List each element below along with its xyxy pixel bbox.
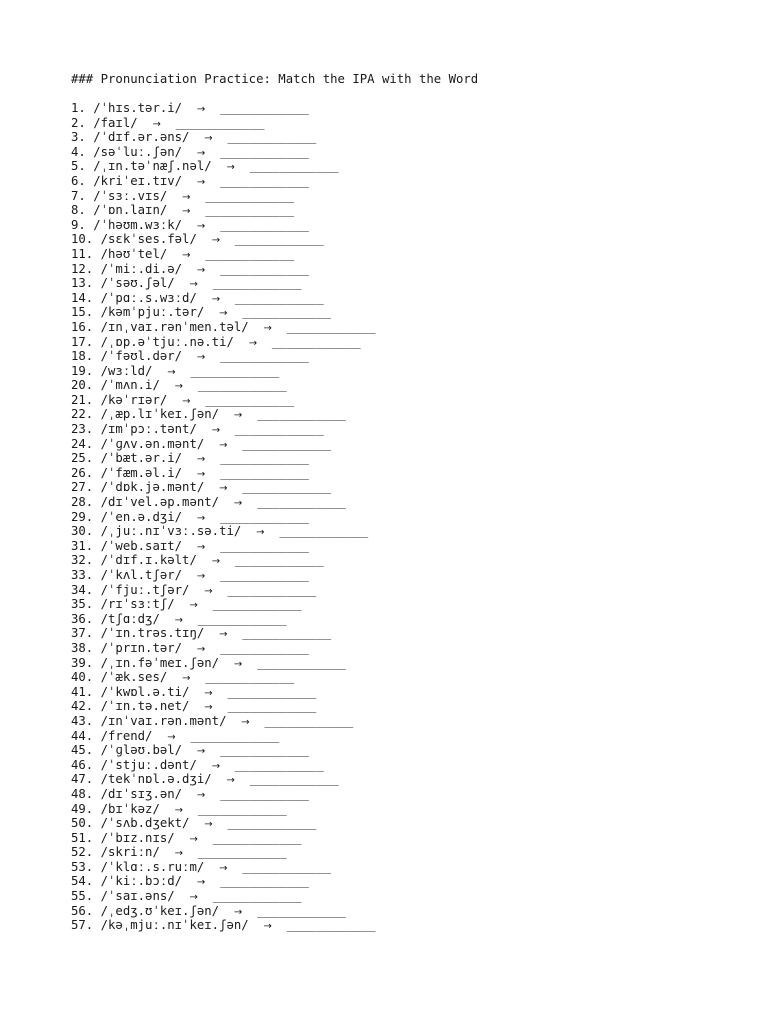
arrow-icon: → — [196, 468, 206, 480]
exercise-item — [71, 539, 731, 554]
item-number: 14. — [71, 290, 94, 305]
item-number: 50. — [71, 816, 94, 831]
ipa-transcription: /rɪˈsɜːtʃ/ — [100, 597, 175, 612]
item-number: 47. — [71, 772, 94, 787]
arrow-icon: → — [204, 819, 213, 831]
arrow-icon: → — [196, 643, 206, 655]
ipa-transcription: /ˈsaɪ.əns/ — [100, 889, 175, 904]
arrow-icon: → — [152, 118, 161, 130]
arrow-icon: → — [263, 921, 272, 933]
exercise-item — [71, 729, 731, 744]
ipa-transcription: /sɛkˈses.fəl/ — [100, 232, 197, 247]
exercise-item — [71, 553, 731, 568]
item-number: 51. — [71, 830, 94, 845]
ipa-transcription: /dɪˈsɪʒ.ən/ — [100, 786, 183, 801]
exercise-item — [71, 116, 731, 131]
answer-blank[interactable]: ____________ — [212, 889, 302, 904]
item-number: 12. — [71, 261, 94, 276]
answer-blank[interactable]: ____________ — [220, 568, 309, 582]
ipa-transcription: /ˈdɒk.jə.mənt/ — [100, 480, 205, 495]
exercise-item — [71, 874, 731, 889]
item-number: 13. — [71, 276, 94, 291]
item-number: 56. — [71, 903, 94, 918]
item-number: 42. — [71, 699, 94, 714]
exercise-item — [71, 626, 731, 641]
exercise-item — [71, 451, 731, 466]
exercise-item — [71, 714, 731, 729]
ipa-transcription: /ˈkwɒl.ə.ti/ — [100, 684, 190, 699]
item-number: 52. — [71, 845, 94, 860]
item-number: 44. — [71, 728, 94, 743]
arrow-icon: → — [196, 220, 206, 232]
exercise-item — [71, 918, 731, 933]
arrow-icon: → — [196, 104, 206, 115]
ipa-transcription: /ˈæk.ses/ — [100, 670, 168, 685]
answer-blank[interactable]: ____________ — [220, 743, 309, 758]
ipa-transcription: /ˌɪn.təˈnæʃ.nəl/ — [93, 159, 212, 174]
item-number: 16. — [71, 319, 94, 334]
answer-blank[interactable]: ____________ — [220, 509, 309, 524]
exercise-item — [71, 685, 731, 700]
answer-blank[interactable]: ____________ — [227, 816, 317, 831]
item-number: 49. — [71, 801, 94, 816]
exercise-item — [71, 583, 731, 598]
answer-blank[interactable]: ____________ — [220, 217, 309, 232]
ipa-transcription: /ˈɡʌv.ən.mənt/ — [100, 436, 205, 451]
arrow-icon: → — [263, 322, 272, 334]
answer-blank[interactable]: ____________ — [242, 436, 332, 451]
worksheet — [71, 71, 731, 933]
ipa-transcription: /ɪmˈpɔː.tənt/ — [100, 422, 197, 437]
item-number: 7. — [71, 188, 86, 203]
ipa-transcription: /ˈfæm.əl.i/ — [100, 465, 183, 480]
exercise-item — [71, 364, 731, 379]
arrow-icon: → — [189, 892, 198, 904]
arrow-icon: → — [182, 249, 191, 261]
ipa-transcription: /kəˈrɪər/ — [100, 392, 168, 407]
exercise-item — [71, 218, 731, 233]
ipa-transcription: /ɪnˈvaɪ.rən.mənt/ — [100, 713, 227, 728]
arrow-icon: → — [219, 862, 228, 874]
item-number: 35. — [71, 597, 94, 612]
arrow-icon: → — [182, 206, 191, 218]
item-number: 15. — [71, 305, 94, 320]
exercise-item — [71, 802, 731, 817]
item-number: 25. — [71, 451, 94, 466]
arrow-icon: → — [196, 147, 206, 159]
answer-blank[interactable]: ____________ — [220, 101, 309, 115]
ipa-transcription: /ˈbɪz.nɪs/ — [100, 830, 175, 845]
item-number: 55. — [71, 889, 94, 904]
ipa-transcription: /ˈsʌb.dʒekt/ — [100, 816, 190, 831]
item-number: 26. — [71, 465, 94, 480]
answer-blank[interactable]: ____________ — [249, 772, 339, 787]
exercise-item — [71, 232, 731, 247]
ipa-transcription: /ˈweb.saɪt/ — [100, 538, 183, 553]
item-number: 28. — [71, 495, 94, 510]
arrow-icon: → — [204, 133, 213, 145]
exercise-item — [71, 670, 731, 685]
arrow-icon: → — [219, 629, 228, 641]
item-number: 53. — [71, 859, 94, 874]
exercise-item — [71, 130, 731, 145]
exercise-item — [71, 407, 731, 422]
arrow-icon: → — [204, 702, 213, 714]
ipa-transcription: /ˈɒn.laɪn/ — [93, 203, 168, 218]
item-number: 17. — [71, 334, 94, 349]
answer-blank[interactable]: ____________ — [257, 903, 346, 918]
answer-blank[interactable]: ____________ — [190, 728, 280, 743]
answer-blank[interactable]: ____________ — [271, 334, 361, 349]
answer-blank[interactable]: ____________ — [212, 830, 302, 845]
arrow-icon: → — [167, 366, 176, 378]
exercise-item — [71, 495, 731, 510]
answer-blank[interactable]: ____________ — [257, 655, 346, 670]
item-number: 32. — [71, 553, 94, 568]
ipa-transcription: /frend/ — [100, 728, 153, 743]
exercise-item — [71, 159, 731, 174]
item-number: 31. — [71, 538, 94, 553]
exercise-item — [71, 904, 731, 919]
exercise-item — [71, 320, 731, 335]
item-number: 20. — [71, 378, 94, 393]
exercise-item — [71, 393, 731, 408]
ipa-transcription: /həʊˈtel/ — [100, 246, 168, 261]
item-number: 38. — [71, 640, 94, 655]
ipa-transcription: /ˈkiː.bɔːd/ — [100, 874, 183, 889]
answer-blank[interactable]: ____________ — [220, 144, 309, 159]
ipa-transcription: /ˌæp.lɪˈkeɪ.ʃən/ — [100, 407, 220, 422]
item-number: 5. — [71, 159, 86, 174]
answer-blank[interactable]: ____________ — [242, 305, 332, 320]
arrow-icon: → — [182, 673, 191, 685]
exercise-item — [71, 378, 731, 393]
arrow-icon: → — [219, 439, 228, 451]
arrow-icon: → — [174, 381, 184, 393]
ipa-transcription: /ˈɡləʊ.bəl/ — [100, 743, 183, 758]
answer-blank[interactable]: ____________ — [205, 203, 295, 218]
ipa-transcription: /bɪˈkəz/ — [100, 801, 160, 816]
answer-blank[interactable]: ____________ — [197, 611, 287, 626]
exercise-item — [71, 291, 731, 306]
exercise-item — [71, 335, 731, 350]
exercise-item — [71, 466, 731, 481]
ipa-transcription: /ˌjuː.nɪˈvɜː.sə.ti/ — [100, 524, 242, 539]
ipa-transcription: /səˈluː.ʃən/ — [93, 144, 183, 159]
answer-blank[interactable]: ____________ — [205, 246, 295, 261]
ipa-transcription: /dɪˈvel.əp.mənt/ — [100, 495, 220, 510]
answer-blank[interactable]: ____________ — [227, 699, 317, 714]
exercise-item — [71, 524, 731, 539]
exercise-item — [71, 276, 731, 291]
arrow-icon: → — [233, 906, 243, 918]
ipa-transcription: /ˈsɜː.vɪs/ — [93, 188, 168, 203]
ipa-transcription: /ˈfjuː.tʃər/ — [100, 582, 190, 597]
answer-blank[interactable]: ____________ — [205, 670, 295, 685]
arrow-icon: → — [182, 191, 191, 203]
answer-blank[interactable]: ____________ — [190, 363, 280, 378]
exercise-item — [71, 860, 731, 875]
item-number: 57. — [71, 918, 94, 933]
exercise-item — [71, 145, 731, 160]
item-number: 45. — [71, 743, 94, 758]
exercise-item — [71, 612, 731, 627]
answer-blank[interactable]: ____________ — [249, 159, 339, 174]
arrow-icon: → — [204, 687, 213, 699]
arrow-icon: → — [233, 410, 243, 422]
exercise-item — [71, 203, 731, 218]
item-number: 40. — [71, 670, 94, 685]
item-number: 41. — [71, 684, 94, 699]
arrow-icon: → — [196, 746, 206, 758]
item-number: 23. — [71, 422, 94, 437]
arrow-icon: → — [211, 760, 221, 772]
answer-blank[interactable]: ____________ — [242, 480, 332, 495]
arrow-icon: → — [211, 556, 221, 568]
exercise-item — [71, 305, 731, 320]
answer-blank[interactable]: ____________ — [220, 786, 309, 801]
item-number: 9. — [71, 217, 86, 232]
arrow-icon: → — [219, 308, 228, 320]
item-number: 4. — [71, 144, 86, 159]
worksheet-heading: ### Pronunciation Practice: Match the IPA with the Word — [71, 72, 479, 86]
arrow-icon: → — [174, 614, 184, 626]
ipa-transcription: /ˈpɑː.s.wɜːd/ — [100, 290, 197, 305]
answer-blank[interactable]: ____________ — [286, 918, 376, 933]
ipa-transcription: /ˈmʌn.i/ — [100, 378, 160, 393]
ipa-transcription: /ˈmiː.di.ə/ — [100, 261, 183, 276]
exercise-item — [71, 101, 731, 116]
arrow-icon: → — [196, 454, 206, 466]
answer-blank[interactable]: ____________ — [220, 261, 309, 276]
exercise-item — [71, 510, 731, 525]
exercise-list — [71, 101, 731, 933]
item-number: 30. — [71, 524, 94, 539]
exercise-item — [71, 831, 731, 846]
exercise-item — [71, 437, 731, 452]
exercise-item — [71, 597, 731, 612]
ipa-transcription: /ˈhɪs.tər.i/ — [93, 101, 183, 115]
ipa-transcription: /ˌɒp.əˈtjuː.nə.ti/ — [100, 334, 234, 349]
arrow-icon: → — [174, 804, 184, 816]
exercise-item — [71, 480, 731, 495]
item-number: 8. — [71, 203, 86, 218]
answer-blank[interactable]: ____________ — [279, 524, 369, 539]
exercise-item — [71, 758, 731, 773]
arrow-icon: → — [196, 877, 206, 889]
arrow-icon: → — [241, 716, 250, 728]
answer-blank[interactable]: ____________ — [234, 422, 324, 437]
answer-blank[interactable]: ____________ — [220, 538, 309, 553]
arrow-icon: → — [248, 337, 258, 349]
item-number: 10. — [71, 232, 94, 247]
arrow-icon: → — [226, 775, 235, 787]
answer-blank[interactable]: ____________ — [197, 845, 287, 860]
ipa-transcription: /kəˌmjuː.nɪˈkeɪ.ʃən/ — [100, 918, 249, 933]
answer-blank[interactable]: ____________ — [220, 465, 309, 480]
ipa-transcription: /faɪl/ — [93, 115, 138, 130]
answer-blank[interactable]: ____________ — [220, 640, 309, 655]
arrow-icon: → — [219, 483, 228, 495]
answer-blank[interactable]: ____________ — [220, 451, 309, 466]
item-number: 21. — [71, 392, 94, 407]
item-number: 43. — [71, 713, 94, 728]
ipa-transcription: /ˈdɪf.ɪ.kəlt/ — [100, 553, 197, 568]
item-number: 2. — [71, 115, 86, 130]
arrow-icon: → — [226, 162, 235, 174]
exercise-item — [71, 845, 731, 860]
item-number: 36. — [71, 611, 94, 626]
exercise-item — [71, 816, 731, 831]
ipa-transcription: /ˈsəʊ.ʃəl/ — [100, 276, 175, 291]
arrow-icon: → — [211, 293, 221, 305]
exercise-item — [71, 787, 731, 802]
exercise-item — [71, 772, 731, 787]
ipa-transcription: /ˈhəʊm.wɜːk/ — [93, 217, 183, 232]
exercise-item — [71, 422, 731, 437]
item-number: 18. — [71, 349, 94, 364]
ipa-transcription: /ˈɪn.trəs.tɪŋ/ — [100, 626, 205, 641]
ipa-transcription: /ˈdɪf.ər.əns/ — [93, 130, 190, 145]
item-number: 33. — [71, 568, 94, 582]
arrow-icon: → — [196, 512, 206, 524]
answer-blank[interactable]: ____________ — [220, 349, 309, 364]
item-number: 29. — [71, 509, 94, 524]
ipa-transcription: /tʃɑːdʒ/ — [100, 611, 160, 626]
item-number: 34. — [71, 582, 94, 597]
answer-blank[interactable]: ____________ — [242, 626, 332, 641]
item-number: 11. — [71, 246, 94, 261]
exercise-item — [71, 641, 731, 656]
ipa-transcription: /ˈfəʊl.dər/ — [100, 349, 183, 364]
arrow-icon: → — [196, 352, 206, 364]
answer-blank[interactable]: ____________ — [227, 582, 317, 597]
item-number: 48. — [71, 786, 94, 801]
ipa-transcription: /ˈprɪn.tər/ — [100, 640, 183, 655]
ipa-transcription: /kriˈeɪ.tɪv/ — [93, 173, 183, 188]
answer-blank[interactable]: ____________ — [257, 407, 346, 422]
answer-blank[interactable]: ____________ — [212, 276, 302, 291]
arrow-icon: → — [189, 279, 198, 291]
arrow-icon: → — [174, 848, 184, 860]
answer-blank[interactable]: ____________ — [220, 173, 309, 188]
ipa-transcription: /skriːn/ — [100, 845, 160, 860]
ipa-transcription: /ˈbæt.ər.i/ — [100, 451, 183, 466]
answer-blank[interactable]: ____________ — [227, 130, 317, 145]
answer-blank[interactable]: ____________ — [234, 232, 324, 247]
arrow-icon: → — [167, 731, 176, 743]
item-number: 22. — [71, 407, 94, 422]
exercise-item — [71, 189, 731, 204]
arrow-icon: → — [211, 235, 221, 247]
arrow-icon: → — [196, 571, 206, 582]
exercise-item — [71, 743, 731, 758]
ipa-transcription: /ˈkʌl.tʃər/ — [100, 568, 183, 582]
item-number: 19. — [71, 363, 94, 378]
ipa-transcription: /ˌɪn.fəˈmeɪ.ʃən/ — [100, 655, 220, 670]
exercise-item — [71, 699, 731, 714]
arrow-icon: → — [189, 833, 198, 845]
exercise-item — [71, 262, 731, 277]
item-number: 3. — [71, 130, 86, 145]
item-number: 24. — [71, 436, 94, 451]
answer-blank[interactable]: ____________ — [205, 392, 295, 407]
answer-blank[interactable]: ____________ — [264, 713, 354, 728]
answer-blank[interactable]: ____________ — [257, 495, 346, 510]
exercise-item — [71, 568, 731, 583]
answer-blank[interactable]: ____________ — [212, 597, 302, 612]
exercise-item — [71, 889, 731, 904]
arrow-icon: → — [211, 425, 221, 437]
answer-blank[interactable]: ____________ — [234, 553, 324, 568]
answer-blank[interactable]: ____________ — [242, 859, 332, 874]
item-number: 6. — [71, 173, 86, 188]
answer-blank[interactable]: ____________ — [175, 115, 265, 130]
arrow-icon: → — [233, 498, 243, 510]
answer-blank[interactable]: ____________ — [197, 378, 287, 393]
ipa-transcription: /ˈen.ə.dʒi/ — [100, 509, 183, 524]
arrow-icon: → — [189, 600, 198, 612]
answer-blank[interactable]: ____________ — [220, 874, 309, 889]
ipa-transcription: /kəmˈpjuː.tər/ — [100, 305, 205, 320]
answer-blank[interactable]: ____________ — [205, 188, 295, 203]
answer-blank[interactable]: ____________ — [234, 757, 324, 772]
answer-blank[interactable]: ____________ — [234, 290, 324, 305]
item-number: 39. — [71, 655, 94, 670]
answer-blank[interactable]: ____________ — [286, 319, 376, 334]
ipa-transcription: /ˈklɑː.s.ruːm/ — [100, 859, 205, 874]
arrow-icon: → — [204, 585, 213, 597]
item-number: 1. — [71, 101, 86, 115]
ipa-transcription: /ˈɪn.tə.net/ — [100, 699, 190, 714]
exercise-item — [71, 349, 731, 364]
answer-blank[interactable]: ____________ — [227, 684, 317, 699]
ipa-transcription: /ɪnˌvaɪ.rənˈmen.təl/ — [100, 319, 249, 334]
exercise-item — [71, 174, 731, 189]
answer-blank[interactable]: ____________ — [197, 801, 287, 816]
exercise-item — [71, 656, 731, 671]
arrow-icon: → — [196, 541, 206, 553]
ipa-transcription: /ˈstjuː.dənt/ — [100, 757, 197, 772]
item-number: 37. — [71, 626, 94, 641]
ipa-transcription: /wɜːld/ — [100, 363, 153, 378]
ipa-transcription: /ˌedʒ.ʊˈkeɪ.ʃən/ — [100, 903, 220, 918]
item-number: 54. — [71, 874, 94, 889]
arrow-icon: → — [196, 176, 206, 188]
exercise-item — [71, 247, 731, 262]
ipa-transcription: /tekˈnɒl.ə.dʒi/ — [100, 772, 212, 787]
arrow-icon: → — [196, 789, 206, 801]
arrow-icon: → — [182, 395, 191, 407]
item-number: 46. — [71, 757, 94, 772]
arrow-icon: → — [196, 264, 206, 276]
item-number: 27. — [71, 480, 94, 495]
arrow-icon: → — [233, 658, 243, 670]
arrow-icon: → — [256, 527, 265, 539]
